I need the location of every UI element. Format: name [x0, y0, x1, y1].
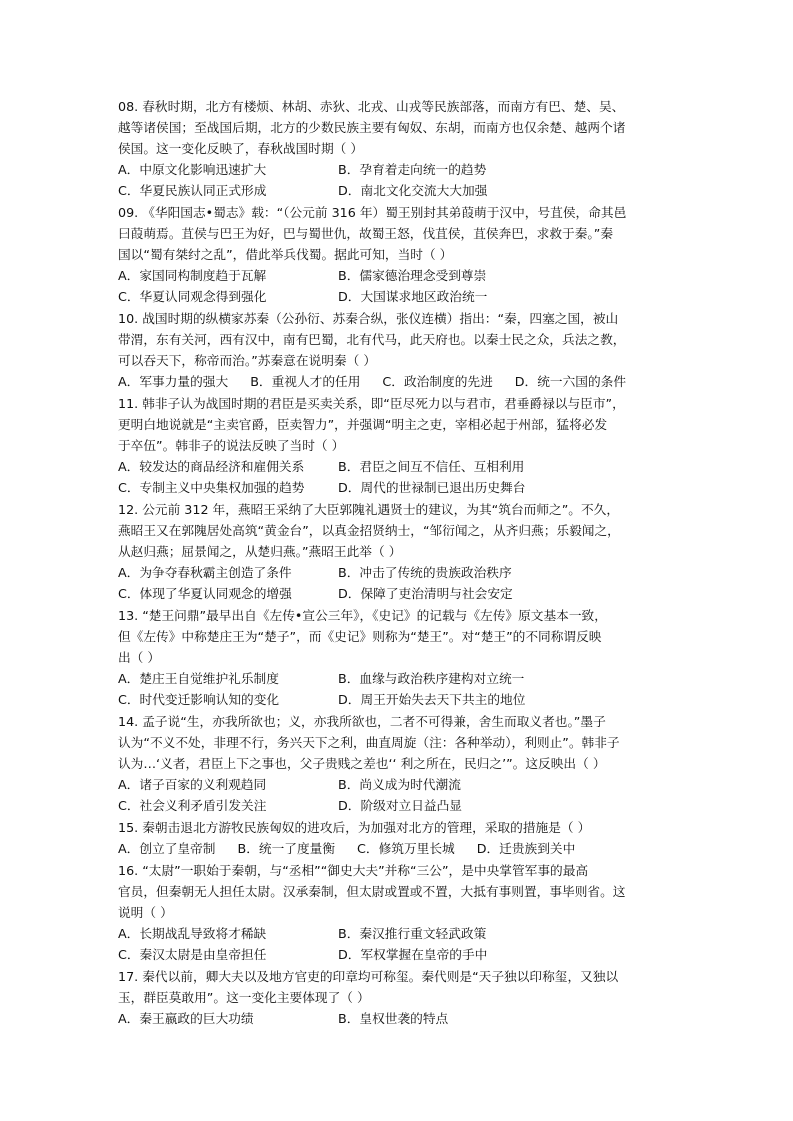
option-row: [118, 265, 681, 286]
answer-option: A．秦王嬴政的巨大功绩: [118, 1011, 254, 1026]
question-text-line: 国以“蜀有桀纣之乱”，借此举兵伐蜀。据此可知，当时（ ）: [118, 247, 453, 262]
question-block: [118, 393, 681, 498]
question-block: [118, 817, 681, 859]
question-text-line: 09. 《华阳国志•蜀志》载：“（公元前 316 年）蜀王别封其弟葭萌于汉中，号苴侯，命其邑: [118, 205, 627, 220]
question-text-line: 11. 韩非子认为战国时期的君臣是买卖关系，即“臣尽死力以与君市，君垂爵禄以与臣市”，: [118, 396, 625, 411]
answer-option: D．军权掌握在皇帝的手中: [338, 947, 488, 962]
question-text-line: 燕昭王又在郭隗居处高筑“黄金台”，以真金招贤纳士，“邹衍闻之，从齐归燕；乐毅闻之，: [118, 523, 620, 538]
answer-option: A．长期战乱导致将才稀缺: [118, 926, 267, 941]
question-stem: [118, 817, 681, 838]
option-row: [118, 477, 681, 498]
question-text-line: 官员，但秦朝无人担任太尉。汉承秦制，但太尉或置或不置，大抵有事则置，事毕则省。这: [118, 884, 626, 899]
answer-option: C．专制主义中央集权加强的趋势: [118, 480, 305, 495]
answer-option: B．尚义成为时代潮流: [338, 777, 461, 792]
question-text-line: 10. 战国时期的纵横家苏秦（公孙衍、苏秦合纵，张仪连横）指出：“秦，四塞之国，被山: [118, 311, 619, 326]
question-text-line: 曰葭萌焉。苴侯与巴王为好，巴与蜀世仇，故蜀王怒，伐苴侯，苴侯奔巴，求救于秦。”秦: [118, 226, 614, 241]
option-row: [118, 180, 681, 201]
question-text-line: 可以吞天下，称帝而治。”苏秦意在说明秦（ ）: [118, 353, 377, 368]
answer-option: A．楚庄王自觉维护礼乐制度: [118, 671, 279, 686]
question-stem: [118, 393, 681, 456]
question-block: [118, 605, 681, 710]
question-block: [118, 96, 681, 201]
question-text-line: 16. “太尉”一职始于秦朝，与“丞相”“御史大夫”并称“三公”，是中央掌管军事的最高: [118, 863, 589, 878]
question-stem: [118, 860, 681, 923]
question-text-line: 说明（ ）: [118, 905, 173, 920]
option-row: [118, 795, 681, 816]
question-stem: [118, 96, 681, 159]
answer-option: B．君臣之间互不信任、互相利用: [338, 459, 525, 474]
answer-option: C．华夏认同观念得到强化: [118, 289, 267, 304]
answer-option: B．血缘与政治秩序建构对立统一: [338, 671, 525, 686]
question-text-line: 17. 秦代以前，卿大夫以及地方官吏的印章均可称玺。秦代则是“天子独以印称玺，又独以: [118, 969, 619, 984]
answer-option: C．社会义利矛盾引发关注: [118, 798, 267, 813]
answer-option: D．南北文化交流大大加强: [338, 183, 488, 198]
question-stem: [118, 711, 681, 774]
option-row: [118, 944, 681, 965]
answer-option: D．阶级对立日益凸显: [338, 798, 462, 813]
question-block: [118, 966, 681, 1029]
question-stem: [118, 202, 681, 265]
question-block: [118, 860, 681, 965]
answer-option: D．大国谋求地区政治统一: [338, 289, 488, 304]
question-stem: [118, 308, 681, 371]
answer-option: A．军事力量的强大: [118, 374, 229, 389]
option-row: [118, 838, 681, 859]
answer-option: D．迁贵族到关中: [476, 841, 576, 856]
question-text-line: 认为“不义不处，非理不行，务兴天下之利，曲直周旋（注：各种举动），利则止”。韩非子: [118, 735, 620, 750]
option-row: [118, 371, 681, 392]
answer-option: D．统一六国的条件: [514, 374, 627, 389]
answer-option: A．家国同构制度趋于瓦解: [118, 268, 267, 283]
question-text-line: 更明白地说就是“主卖官爵，臣卖智力”，并强调“明主之吏，宰相必起于州部，猛将必发: [118, 417, 608, 432]
answer-option: B．儒家德治理念受到尊崇: [338, 268, 487, 283]
option-row: [118, 159, 681, 180]
question-text-line: 玉，群臣莫敢用”。这一变化主要体现了（ ）: [118, 990, 370, 1005]
answer-option: D．周代的世禄制已退出历史舞台: [338, 480, 526, 495]
option-row: [118, 689, 681, 710]
option-row: [118, 286, 681, 307]
question-text-line: 但《左传》中称楚庄王为“楚子”，而《史记》则称为“楚王”。对“楚王”的不同称谓反映: [118, 629, 602, 644]
question-text-line: 侯国。这一变化反映了，春秋战国时期（ ）: [118, 141, 364, 156]
question-stem: [118, 605, 681, 668]
option-row: [118, 562, 681, 583]
question-text-line: 13. “楚王问鼎”最早出自《左传•宣公三年》，《史记》的记载与《左传》原文基本一致，: [118, 608, 607, 623]
answer-option: D．保障了吏治清明与社会安定: [338, 586, 513, 601]
question-text-line: 带渭，东有关河，西有汉中，南有巴蜀，北有代马，此天府也。以秦士民之众，兵法之教，: [118, 332, 626, 347]
question-text-line: 从赵归燕；屈景闻之，从楚归燕。”燕昭王此举（ ）: [118, 544, 402, 559]
option-row: [118, 923, 681, 944]
answer-option: D．周王开始失去天下共主的地位: [338, 692, 526, 707]
answer-option: C．华夏民族认同正式形成: [118, 183, 267, 198]
question-text-line: 12. 公元前 312 年，燕昭王采纳了大臣郭隗礼遇贤士的建议，为其“筑台而师之”。不久，: [118, 502, 620, 517]
question-text-line: 认为…‘义者，君臣上下之事也，父子贵贱之差也‘‘ 利之所在，民归之’”。这反映出（ ）: [118, 756, 606, 771]
question-stem: [118, 966, 681, 1008]
question-stem: [118, 499, 681, 562]
answer-option: C．修筑万里长城: [357, 841, 455, 856]
answer-option: A．为争夺春秋霸主创造了条件: [118, 565, 292, 580]
answer-option: B．皇权世袭的特点: [338, 1011, 449, 1026]
question-block: [118, 499, 681, 604]
answer-option: B．统一了度量衡: [237, 841, 336, 856]
option-row: [118, 774, 681, 795]
answer-option: A．中原文化影响迅速扩大: [118, 162, 267, 177]
answer-option: B．重视人才的任用: [250, 374, 361, 389]
question-text-line: 08. 春秋时期，北方有楼烦、林胡、赤狄、北戎、山戎等民族部落，而南方有巴、楚、吴、: [118, 99, 625, 114]
answer-option: B．秦汉推行重文轻武政策: [338, 926, 487, 941]
question-text-line: 于卒伍”。韩非子的说法反映了当时（ ）: [118, 438, 345, 453]
answer-option: A．创立了皇帝制: [118, 841, 216, 856]
question-text-line: 出（ ）: [118, 650, 161, 665]
question-text-line: 越等诸侯国；至战国后期，北方的少数民族主要有匈奴、东胡，而南方也仅余楚、越两个诸: [118, 120, 626, 135]
option-row: [118, 583, 681, 604]
answer-option: B．冲击了传统的贵族政治秩序: [338, 565, 512, 580]
answer-option: C．政治制度的先进: [382, 374, 493, 389]
option-row: [118, 1008, 681, 1029]
answer-option: C．时代变迁影响认知的变化: [118, 692, 280, 707]
answer-option: A．诸子百家的义利观趋同: [118, 777, 267, 792]
option-row: [118, 456, 681, 477]
answer-option: A．较发达的商品经济和雇佣关系: [118, 459, 305, 474]
answer-option: C．秦汉太尉是由皇帝担任: [118, 947, 267, 962]
answer-option: C．体现了华夏认同观念的增强: [118, 586, 292, 601]
question-block: [118, 308, 681, 392]
question-text-line: 14. 孟子说“生，亦我所欲也；义，亦我所欲也，二者不可得兼，舍生而取义者也。”墨子: [118, 714, 606, 729]
question-block: [118, 202, 681, 307]
option-row: [118, 668, 681, 689]
question-text-line: 15. 秦朝击退北方游牧民族匈奴的进攻后，为加强对北方的管理，采取的措施是（ ）: [118, 820, 591, 835]
answer-option: B．孕育着走向统一的趋势: [338, 162, 487, 177]
question-block: [118, 711, 681, 816]
